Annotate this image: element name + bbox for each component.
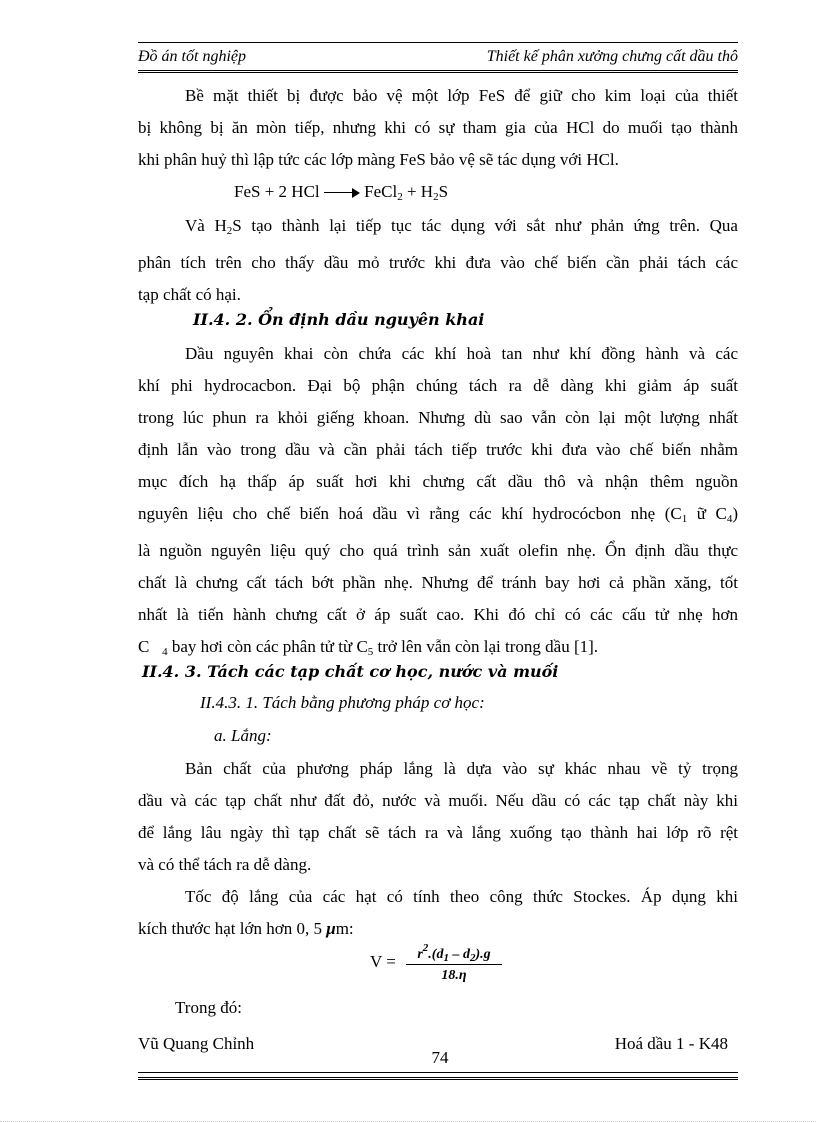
paragraph-line [138,210,738,247]
formula-lhs: V = [370,952,396,971]
paragraph-line: nhất là tiến hành chưng cất ở áp suất cao. Khi đó chỉ có các cấu tử nhẹ hơn [138,605,738,624]
paragraph-line: chất là chưng cất tách bớt phần nhẹ. Nhưng để tránh bay hơi cả phần xăng, tốt [138,573,738,592]
subscript: 4 [162,646,168,658]
text-run: Và H [185,216,227,235]
subscript: 2 [226,225,233,237]
trong-do-label: Trong đó: [175,998,242,1017]
text-run: S tạo thành lại tiếp tục tác dụng với sắt như phản ứng trên. Qua [232,216,738,235]
equation-rhs-c: S [438,182,449,201]
paragraph-line: dầu và các tạp chất như đất đỏ, nước và muối. Nếu dầu có các tạp chất này khi [138,791,738,810]
paragraph-stokes [138,881,738,945]
text-run: r [417,947,423,962]
text-run: .(d [428,947,444,962]
subscript: 1 [681,513,688,525]
fraction-bar [406,964,502,965]
footer-rule-thin [138,1072,738,1073]
footer-author: Vũ Quang Chỉnh [138,1034,255,1053]
subscript: 5 [367,646,374,658]
equation-rhs-b: + H [402,182,434,201]
heading-ii-4-3-1: II.4.3. 1. Tách bằng phương pháp cơ học: [200,693,485,712]
equation-sub: 2 [397,191,403,203]
paragraph-fes [138,80,738,176]
equation-lhs: FeS + 2 HCl [234,182,320,201]
paragraph-line: khi phân huỷ thì lập tức các lớp màng FeS bảo vệ sẽ tác dụng với HCl. [138,150,619,169]
paragraph-line: tạp chất có hại. [138,285,241,304]
paragraph-line: Bản chất của phương pháp lắng là dựa vào sự khác nhau về tỷ trọng [185,759,738,778]
mu-symbol: μ [326,919,336,938]
subscript: 4 [726,513,733,525]
heading-a-lang: a. Lắng: [214,726,272,745]
paragraph-settling [138,753,738,881]
paragraph-line: phân tích trên cho thấy dầu mỏ trước khi đưa vào chế biến cần phải tách các [138,253,738,272]
page-edge [0,1121,816,1122]
text-run: kích thước hạt lớn hơn 0, 5 [138,919,327,938]
paragraph-line: khí phi hydrocacbon. Đại bộ phận chúng tách ra dễ dàng khi giảm áp suất [138,376,738,395]
footer-rule-double [138,1077,738,1080]
formula-numerator [406,942,502,962]
header-right: Thiết kế phân xưởng chưng cất dầu thô [486,48,738,65]
paragraph-line: Bề mặt thiết bị được bảo vệ một lớp FeS để giữ cho kim loại của thiết [185,86,738,105]
footer-class: Hoá dầu 1 - K48 [614,1034,728,1053]
text-run: C [138,637,163,656]
paragraph-line: là nguồn nguyên liệu quý cho quá trình sản xuất olefin nhẹ. Ổn định dầu thực [138,541,738,560]
header-rule-thin [138,42,738,43]
text-run: ) [732,504,738,523]
text-run: – d [448,947,470,962]
equation-rhs-a: FeCl [364,182,398,201]
paragraph-line: Dầu nguyên khai còn chứa các khí hoà tan như khí đồng hành và các [185,344,738,363]
paragraph-line: Tốc độ lắng của các hạt có tính theo công thức Stockes. Áp dụng khi [185,887,738,906]
paragraph-line: để lắng lâu ngày thì tạp chất sẽ tách ra và lắng xuống tạo thành hai lớp rõ rệt [138,823,738,842]
text-run: ữ C [687,504,727,523]
heading-ii-4-2: II.4. 2. Ổn định dầu nguyên khai [193,310,485,329]
paragraph-line: trong lúc phun ra khỏi giếng khoan. Nhưng dù sao vẫn còn lại một lượng nhất [138,408,738,427]
paragraph-line [138,913,738,945]
page-number: 74 [431,1048,449,1067]
heading-ii-4-3: II.4. 3. Tách các tạp chất cơ học, nước và muối [142,662,559,681]
paragraph-line: và có thể tách ra dễ dàng. [138,855,312,874]
subscript: 1 [443,952,449,964]
paragraph-line: bị không bị ăn mòn tiếp, nhưng khi có sự tham gia của HCl do muối tạo thành [138,118,738,137]
paragraph-h2s [138,210,738,311]
paragraph-line [138,498,738,535]
text-run: bay hơi còn các phân tử từ C [167,637,368,656]
equation-sub: 2 [433,191,439,203]
superscript: 2 [422,942,429,954]
header-left: Đồ án tốt nghiệp [138,48,246,65]
text-run: trở lên vẫn còn lại trong dầu [1]. [373,637,599,656]
subscript: 2 [469,952,476,964]
paragraph-line: mục đích hạ thấp áp suất hơi khi chưng cất dầu thô và nhận thêm nguồn [138,472,738,491]
paragraph-line: định lẫn vào trong dầu và cần phải tách tiếp trước khi đưa vào chế biến nhằm [138,440,738,459]
chemical-equation [234,182,448,203]
text-run: m: [335,919,354,938]
formula-denominator: 18.η [441,968,467,983]
formula-fraction [406,942,502,984]
text-run: nguyên liệu cho chế biến hoá dầu vì rằng các khí hydrocócbon nhẹ (C [138,504,682,523]
text-run: ).g [475,947,491,962]
header-rule-double [138,70,738,73]
paragraph-stabilization [138,338,738,668]
arrow-icon [324,188,360,198]
